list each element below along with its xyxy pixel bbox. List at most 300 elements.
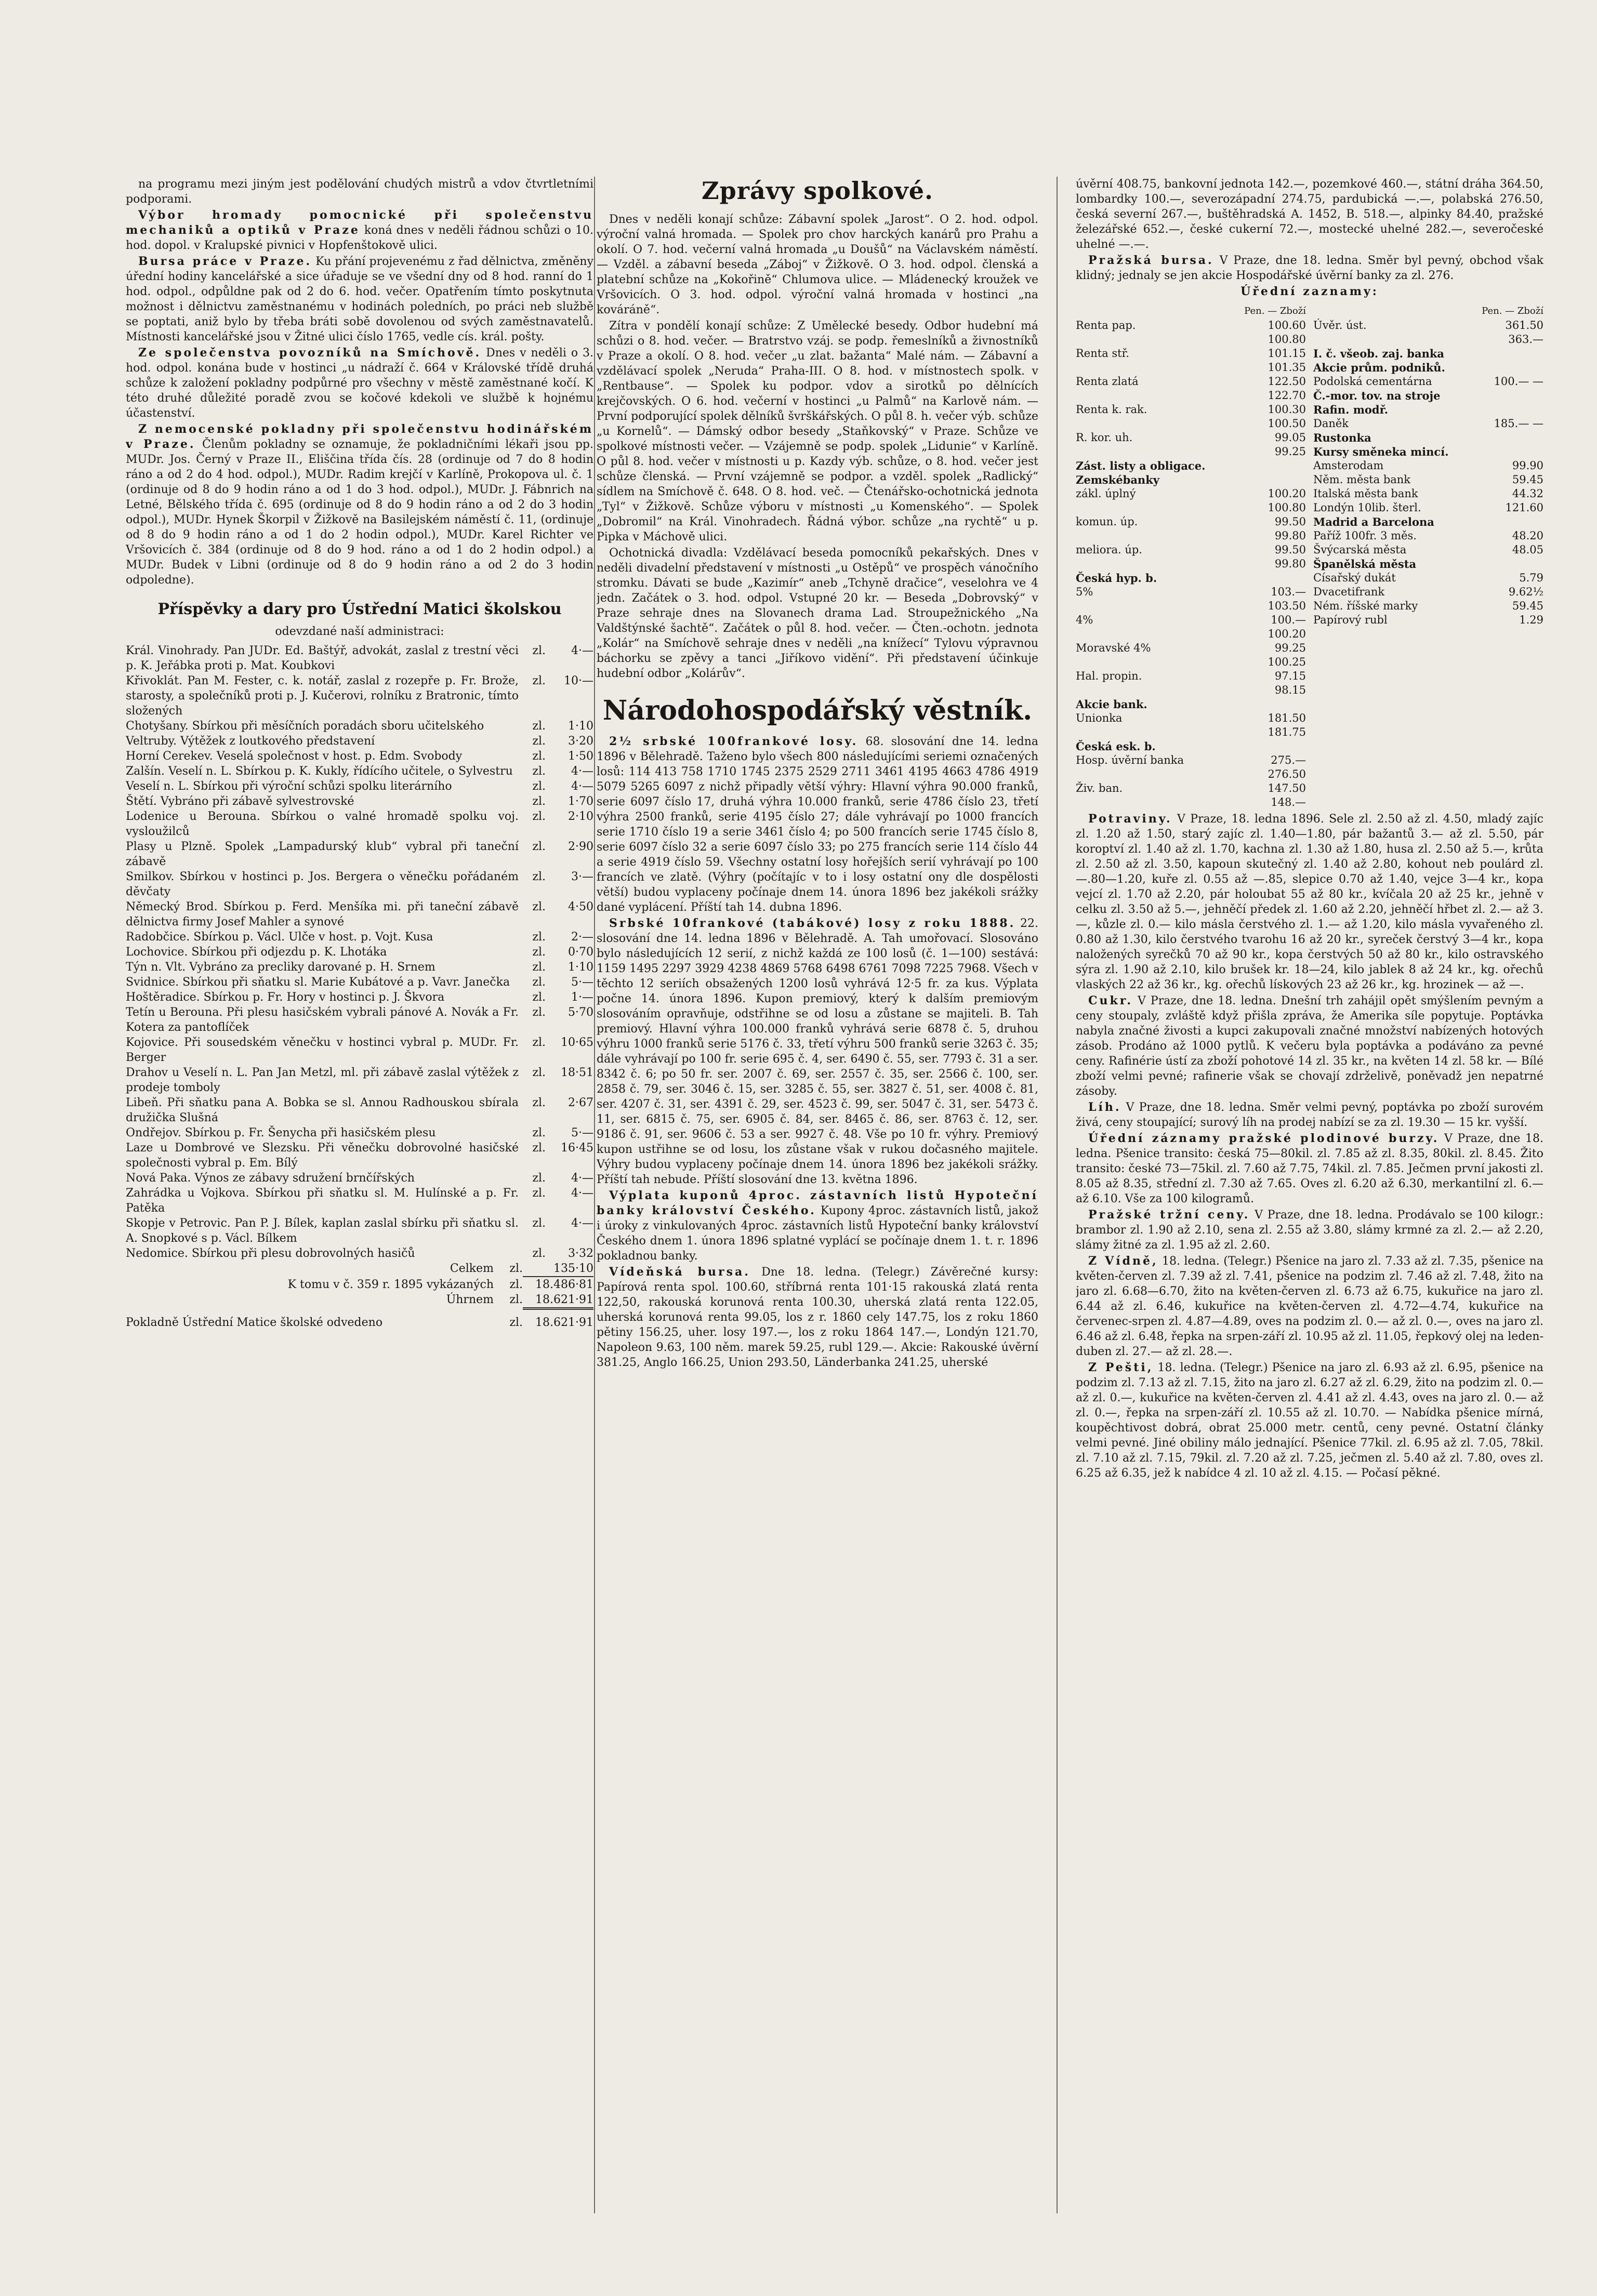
quote-name: 5% — [1076, 586, 1093, 598]
donation-text: Týn n. Vlt. Vybráno za precliky darované p. H. Srnem — [126, 961, 435, 974]
donation-row — [126, 1065, 593, 1095]
donation-amount: 18·51 — [561, 1066, 593, 1079]
quote-name: Dvacetifrank — [1313, 586, 1385, 598]
donation-text: Hoštěradice. Sbírkou p. Fr. Hory v hostinci p. J. Škvora — [126, 991, 445, 1004]
quote-name: Úvěr. úst. — [1313, 319, 1367, 331]
commodity-paragraph — [1076, 1131, 1543, 1206]
donation-text: Laze u Dombrové ve Slezsku. Při věnečku dobrovolné hasičské společnosti vybral p. Em. Bílý — [126, 1142, 519, 1170]
quote-value — [1492, 361, 1543, 375]
quote-value — [1492, 403, 1543, 417]
commodity-lead: Potraviny. — [1088, 812, 1172, 826]
donation-text: Drahov u Veselí n. L. Pan Jan Metzl, ml. při zábavě zaslal výtěžek z prodeje tomboly — [126, 1066, 519, 1094]
quote-value: 100.30 100.50 — [1268, 403, 1306, 430]
donation-amount: 4·— — [571, 765, 593, 778]
quote-name: Česká esk. b. — [1076, 740, 1156, 753]
total-label: Úhrnem — [446, 1293, 494, 1306]
quote-value: 59.45 — [1512, 473, 1543, 486]
donation-row — [126, 779, 593, 794]
economy-lead: 2½ srbské 100frankové losy. — [609, 735, 859, 748]
economy-paragraph — [597, 1188, 1038, 1264]
donation-row — [126, 809, 593, 839]
donation-currency: zl. — [532, 976, 546, 989]
quote-value — [1492, 347, 1543, 361]
donation-amount: 2·10 — [568, 810, 593, 823]
total-amount: 18.621·91 — [523, 1292, 593, 1310]
quote-name: Akcie bank. — [1076, 698, 1147, 711]
commodity-lead: Z Pešti, — [1088, 1361, 1154, 1374]
donation-amount: 4·50 — [568, 900, 593, 913]
notice-paragraph — [126, 208, 593, 253]
notices-list — [126, 208, 593, 588]
donation-currency: zl. — [532, 946, 546, 959]
club-news-title: Zprávy spolkové. — [701, 177, 934, 205]
quote-name: Italská města bank — [1313, 487, 1418, 500]
donation-currency: zl. — [532, 1126, 546, 1139]
quote-value — [1254, 459, 1306, 473]
quote-row — [1076, 697, 1306, 711]
donations-list — [126, 643, 593, 1261]
total-label: K tomu v č. 359 r. 1895 vykázaných — [287, 1278, 494, 1291]
quote-row — [1076, 781, 1306, 809]
donations-title: Příspěvky a dary pro Ústřední Matici školskou — [157, 600, 562, 618]
economy-paragraph — [597, 916, 1038, 1187]
donation-amount: 2·67 — [568, 1096, 593, 1109]
club-news-body — [597, 212, 1038, 681]
donation-text: Veltruby. Výtěžek z loutkového představení — [126, 735, 375, 748]
quote-row — [1313, 543, 1543, 557]
quote-row — [1313, 557, 1543, 571]
quote-name: Renta stř. — [1076, 347, 1130, 360]
donation-currency: zl. — [532, 644, 546, 657]
notice-paragraph — [126, 422, 593, 588]
quote-value: 5.79 — [1519, 572, 1543, 584]
quote-name: Daněk — [1313, 417, 1349, 430]
prague-bourse-paragraph — [1076, 253, 1543, 283]
donation-row — [126, 975, 593, 990]
quote-row — [1076, 543, 1306, 571]
donation-text: Chotyšany. Sbírkou při měsíčních poradách sboru učitelského — [126, 720, 484, 733]
donation-currency: zl. — [532, 931, 546, 944]
quote-value: 99.50 99.80 — [1274, 543, 1306, 570]
quote-value: 275.— 276.50 — [1268, 754, 1306, 780]
total-row — [126, 1277, 593, 1292]
commodity-lead: Úřední záznamy pražské plodinové burzy. — [1088, 1132, 1440, 1145]
commodity-paragraph — [1076, 1207, 1543, 1253]
commodity-text: V Praze, dne 18. ledna. Směr velmi pevný, poptávka po zboží surovém živá, ceny stoupající; surový líh na prodej nabízí se za zl. 19.30 — 15 kr. vyšší. — [1076, 1101, 1543, 1129]
donation-currency: zl. — [532, 810, 546, 823]
quote-name: Něm. města bank — [1313, 473, 1411, 486]
notice-text: Členům pokladny se oznamuje, že pokladničními lékaři jsou pp. MUDr. Jos. Černý v Praze II., Eliščina třída čís. 28 (ordinuje od 7 do 8 hodin ráno a od 2 do 4 hod. odpol.), MUDr. Radim krejčí v Karlíně, Prokopova ul. č. 1 (ordinuje od 8 do 9 hodin ráno a od 1 do 3 hod. odpol.), MUDr. J. Fábnrich na Letné, Bělského třída č. 695 (ordinuje od 8 do 9 hodin ráno a od 2 do 3 hodin odpol.), MUDr. Hynek Škorpil v Žižkově na Basilejském náměstí č. 11, (ordinuje od 8 do 9 hodin ráno a od 1 do 2 hodin odpol.), MUDr. Karel Richter ve Vršovicích č. 384 (ordinuje od 8 do 9 hod. ráno a od 1 do 2 hodin odpol.) a MUDr. Budek v Libni (ordinuje od 8 do 9 hodin ráno a od 2 do 3 hodin odpoledne). — [126, 438, 593, 587]
quote-value: 99.05 99.25 — [1274, 431, 1306, 458]
quote-name: Renta zlatá — [1076, 375, 1139, 388]
quote-row — [1076, 585, 1306, 613]
quote-row — [1313, 585, 1543, 599]
commodity-lead: Z Vídně, — [1088, 1254, 1158, 1268]
quote-row — [1313, 599, 1543, 613]
donation-amount: 10·— — [564, 674, 593, 687]
quote-value: 99.25 100.25 — [1268, 642, 1306, 668]
donation-amount: 5·70 — [568, 1006, 593, 1019]
quote-row — [1076, 487, 1306, 515]
donation-row — [126, 673, 593, 719]
donation-row — [126, 945, 593, 960]
quote-value: 9.62½ — [1508, 586, 1543, 598]
quote-value: 181.50 181.75 — [1268, 712, 1306, 738]
donation-currency: zl. — [532, 1036, 546, 1049]
quote-row — [1313, 501, 1543, 515]
quote-row — [1076, 739, 1306, 753]
donation-currency: zl. — [532, 795, 546, 808]
economy-paragraph — [597, 1265, 1038, 1370]
donation-amount: 1·70 — [568, 795, 593, 808]
quote-name: 4% — [1076, 614, 1093, 626]
quote-value — [1492, 389, 1543, 403]
donation-row — [126, 1125, 593, 1140]
donation-row — [126, 794, 593, 809]
quote-name: Česká hyp. b. — [1076, 572, 1157, 585]
donation-text: Křivoklát. Pan M. Fester, c. k. notář, zaslal z rozepře p. Fr. Brože, starosty, a společníků proti p. J. Kučerovi, rolníku z Bratronic, tímto složených — [126, 674, 519, 718]
donation-row — [126, 1035, 593, 1065]
donation-amount: 5·— — [571, 1126, 593, 1139]
donation-row — [126, 764, 593, 779]
donation-text: Lodenice u Berouna. Sbírkou o valné hromadě spolku voj. vysloužilců — [126, 810, 519, 838]
quote-name: meliora. úp. — [1076, 543, 1142, 556]
quote-name: Amsterodam — [1313, 459, 1384, 472]
quote-name: Rafin. modř. — [1313, 403, 1389, 416]
economy-paragraph — [597, 734, 1038, 915]
quote-name: Hosp. úvěrní banka — [1076, 754, 1184, 766]
donation-row — [126, 899, 593, 930]
quote-row — [1313, 529, 1543, 543]
quote-name: Ném. říšské marky — [1313, 600, 1418, 612]
quote-row — [1313, 389, 1543, 403]
donation-amount: 4·— — [571, 1187, 593, 1200]
economy-text: Dne 18. ledna. (Telegr.) Závěrečné kursy: Papírová renta spol. 100.60, stříbrná renta 101·15 rakouská zlatá renta 122,50, rakouská korunová renta 100.30, uherská zlatá renta 122.05, uherská korunová renta 99.05, los z r. 1860 cely 147.75, los z roku 1860 pětiny 156.25, uher. losy 197.—, los z roku 1864 147.—, Londýn 121.70, Napoleon 9.63, 100 něm. marek 59.25, rubl 129.—. Akcie: Rakouské úvěrní 381.25, Anglo 166.25, Union 293.50, Länderbanka 241.25, uherské — [597, 1266, 1038, 1369]
commodity-text: V Praze, dne 18. ledna. Pšenice transito: česká 75—80kil. zl. 7.85 až zl. 8.35, 80kil. zl. 8.45. Žito transito: české 73—75kil. zl. 7.60 až 7.75, 74kil. zl. 7.85. Ječmen první jakosti zl. 8.05 až 8.35, střední zl. 7.30 až 7.65. Oves zl. 6.20 až 6.30, merkantilní zl. 6.— až 6.10. Vše za 100 kilogramů. — [1076, 1132, 1543, 1205]
quote-name: Unionka — [1076, 712, 1123, 724]
donation-currency: zl. — [532, 1187, 546, 1200]
quote-value — [1492, 445, 1543, 459]
quote-row — [1313, 403, 1543, 417]
market-continued: úvěrní 408.75, bankovní jednota 142.—, pozemkové 460.—, státní dráha 364.50, lombardky 100.—, severozápadní 274.75, pardubická —.—, polabská 276.50, česká severní 267.—, buštěhradská A. 1452, B. 518.—, alpinky 84.40, pražské železářské 652.—, české cukerní 72.—, mostecké uhelné 282.—, severočeské uhelné —.—. — [1076, 178, 1543, 251]
donation-currency: zl. — [532, 1096, 546, 1109]
quote-row — [1076, 403, 1306, 431]
donation-row — [126, 1216, 593, 1246]
total-currency: zl. — [509, 1262, 523, 1275]
closing-currency: zl. — [509, 1316, 523, 1329]
middle-column — [597, 177, 1038, 2255]
economy-text: 22. slosování dne 14. ledna 1896 v Bělehradě. A. Tah umořovací. Slosováno bylo následujících 12 serií, z nichž každá ze 100 losů (č. 1—100) sestává: 1159 1495 2297 3929 4238 4869 5768 6498 6761 7098 7225 7968. Všech v těchto 12 seriích obsažených 1200 losů vyhrává 12·5 fr. za kus. Výplata počne 14. února 1896. Kupon premiový, který k dalším premiovým slosováním opravňuje, odstřihne se od losu a zůstane se majiteli. B. Tah premiový. Hlavní výhra 100.000 franků vyhrává serie 6878 č. 5, druhou výhru 1000 franků serie 5176 č. 33, třetí výhru 500 franků serie 3263 č. 35; dále vyhrávají po 100 fr. serie 695 č. 4, ser. 6490 č. 55, ser. 7793 č. 31 a ser. 8342 č. 6; po 50 fr. ser. 2007 č. 69, ser. 2557 č. 35, ser. 2566 č. 100, ser. 2858 č. 79, ser. 3046 č. 15, ser. 3285 č. 55, ser. 3827 č. 51, ser. 4008 č. 81, ser. 4207 č. 31, ser. 4391 č. 29, ser. 4523 č. 99, ser. 5047 č. 31, ser. 5473 č. 11, ser. 6815 č. 75, ser. 6905 č. 84, ser. 8465 č. 86, ser. 8763 č. 12, ser. 9186 č. 91, ser. 9606 č. 53 a ser. 9927 č. 48. Vše po 10 fr. výhry. Premiový kupon ustřihne se od losu, los zůstane však v rukou dočasného majitele. Výhry budou vyplaceny počínaje dnem 14. února 1896 bez jakékoli srážky. Příští tah nebude. Příští slosování dne 13. května 1896. — [597, 917, 1038, 1186]
donation-row — [126, 1246, 593, 1261]
quotes-right-rows — [1313, 318, 1543, 627]
quote-value — [1254, 739, 1306, 753]
quotes-right — [1313, 303, 1543, 809]
notice-paragraph — [126, 346, 593, 421]
club-news-paragraph: Ochotnická divadla: Vzdělávací beseda pomocníků pekařských. Dnes v neděli divadelní představení v místnosti „u Ostěpů“ ve prospěch vánočního stromku. Dávati se bude „Kazimír“ aneb „Tchyně dračice“, veselohra ve 4 jedn. Začátek o 3. hod. odpol. Vstupné 20 kr. — Beseda „Dobrovský“ v Praze sehraje dnes na Slovanech drama Lad. Stroupežnického „Na Valdštýnské šachtě“. Začátek o půl 8. hod. večer. — Čten.-ochotn. jednota „Kolár“ na Smíchově sehraje dnes v neděli „na knížecí“ Tylovu výpravnou báchorku se zpěvy a tanci „Jiříkovo vidění“. Při představení účinkuje hudební odbor „Kolárův“. — [597, 547, 1038, 680]
total-row — [126, 1292, 593, 1310]
donation-text: Zalšín. Veselí n. L. Sbírkou p. K. Kukly, řídícího učitele, o Sylvestru — [126, 765, 513, 778]
quote-row — [1076, 711, 1306, 739]
donation-currency: zl. — [532, 674, 546, 687]
quote-value: 121.60 — [1505, 501, 1543, 514]
total-label: Celkem — [450, 1262, 494, 1275]
quote-name: Rustonka — [1313, 431, 1371, 444]
donation-currency: zl. — [532, 1006, 546, 1019]
donation-row — [126, 960, 593, 975]
quote-name: Renta pap. — [1076, 319, 1136, 331]
club-news-paragraph: Dnes v neděli konají schůze: Zábavní spolek „Jarost“. O 2. hod. odpol. výroční valná hromada. — Spolek pro chov harckých kanárů pro Prahu a okolí. O 7. hod. večerní valná hromada „u Doušů“ na Václavském náměstí. — Vzděl. a zábavní beseda „Záboj“ v Žižkově. O 3. hod. odpol. členská a platební schůze na „Kokořině“ Chlumova ulice. — Mládenecký kroužek ve Vršovicích. O 3. hod. odpol. výroční valná hromada v hostinci „na kováráně“. — [597, 213, 1038, 316]
quote-row — [1313, 347, 1543, 361]
quote-name: Zemskébanky — [1076, 473, 1159, 486]
quote-row — [1313, 571, 1543, 585]
quote-value: 100.20 100.80 — [1268, 487, 1306, 514]
quote-name: Císařský dukát — [1313, 572, 1396, 584]
quote-value — [1254, 571, 1306, 585]
quote-name: Papírový rubl — [1313, 614, 1388, 626]
commodity-text: 18. ledna. (Telegr.) Pšenice na jaro zl. 7.33 až zl. 7.35, pšenice na květen-červen zl. 7.39 až zl. 7.41, pšenice na podzim zl. 7.46 až zl. 7.48, žito na jaro zl. 6.68—6.70, žito na květen-červen zl. 6.73 až 6.75, kukuřice na jaro zl. 6.44 až zl. 6.46, kukuřice na květen-červen zl. 4.72—4.74, kukuřice na červenec-srpen zl. 4.87—4.89, oves na podzim zl. 0.— až zl. 0.—, oves na jaro zl. 6.46 až zl. 6.48, řepka na srpen-září zl. 10.95 až zl. 11.05, řepkový olej na leden-duben zl. 27.— až zl. 28.—. — [1076, 1255, 1543, 1358]
commodity-lead: Cukr. — [1088, 994, 1133, 1007]
donation-currency: zl. — [532, 991, 546, 1004]
quote-row — [1313, 431, 1543, 445]
donation-text: Zahrádka u Vojkova. Sbírkou při sňatku sl. M. Hulínské a p. Fr. Patěka — [126, 1187, 519, 1215]
donation-amount: 4·— — [571, 1172, 593, 1185]
donation-text: Svidnice. Sbírkou při sňatku sl. Marie Kubátové a p. Vavr. Janečka — [126, 976, 510, 989]
donation-text: Plasy u Plzně. Spolek „Lampadurský klub“ vybral při taneční zábavě — [126, 840, 519, 868]
donation-currency: zl. — [532, 1066, 546, 1079]
donation-text: Smilkov. Sbírkou v hostinci p. Jos. Bergera o věnečku pořádaném děvčaty — [126, 870, 519, 898]
commodity-paragraph — [1076, 1100, 1543, 1130]
quote-row — [1313, 318, 1543, 347]
quote-row — [1076, 347, 1306, 375]
quote-name: Podolská cementárna — [1313, 375, 1432, 388]
quote-name: Č.-mor. tov. na stroje — [1313, 389, 1441, 402]
donation-row — [126, 1140, 593, 1171]
donation-row — [126, 1171, 593, 1186]
donation-currency: zl. — [532, 1217, 546, 1230]
donation-row — [126, 990, 593, 1005]
quote-value — [1492, 431, 1543, 445]
donation-amount: 0·70 — [568, 946, 593, 959]
total-row — [126, 1261, 593, 1277]
quote-row — [1076, 571, 1306, 585]
notice-text: Dnes v neděli o 3. hod. odpol. konána bude v hostinci „u nádraží č. 664 v Královské třídě druhá schůze k založení pokladny podpůrné pro všechny v městě zaměstnané kočí. K této druhé důležité poradě zvou se kočové kdekoli ve službě k hojnému účastenství. — [126, 347, 593, 420]
donation-currency: zl. — [532, 961, 546, 974]
quote-value: 101.15 101.35 — [1268, 347, 1306, 374]
donation-row — [126, 1095, 593, 1125]
quote-name: Moravské 4% — [1076, 642, 1151, 654]
commodity-paragraph — [1076, 1254, 1543, 1359]
quote-name: zákl. úplný — [1076, 487, 1136, 500]
donation-currency: zl. — [532, 720, 546, 733]
donation-text: Veselí n. L. Sbírkou při výroční schůzi spolku literárního — [126, 780, 452, 793]
quote-value: 100.— 100.20 — [1268, 614, 1306, 640]
donation-currency: zl. — [532, 1247, 546, 1260]
quote-row — [1076, 641, 1306, 669]
prague-bourse-text: V Praze, dne 18. ledna. Směr byl pevný, obchod však klidný; jednaly se jen akcie Hospodářské úvěrní banky za zl. 276. — [1076, 254, 1543, 282]
donation-amount: 5·— — [571, 976, 593, 989]
quote-row — [1076, 669, 1306, 697]
quote-name: Španělská města — [1313, 558, 1417, 570]
quote-row — [1076, 515, 1306, 543]
donation-currency: zl. — [532, 840, 546, 853]
quotes-left-rows — [1076, 318, 1306, 809]
quote-value: 48.20 — [1512, 529, 1543, 542]
donation-currency: zl. — [532, 900, 546, 913]
economy-text: 68. slosování dne 14. ledna 1896 v Bělehradě. Taženo bylo všech 800 následujícími seriemi označených losů: 114 413 758 1710 1745 2375 2529 2711 3461 4195 4663 4786 4919 5079 5265 6097 z nichž připadly větší výhry: Hlavní výhra 90.000 franků, serie 6097 číslo 17, druhá výhra 10.000 franků, serie 4786 číslo 23, třetí výhra 2500 franků, serie 4195 číslo 27; dále vyhrávají po 1000 francích serie 1710 číslo 19 a serie 3461 číslo 4; po 500 francích serie 1745 číslo 8, serie 6097 číslo 32 a serie 6097 číslo 33; po 275 francích serie 114 číslo 44 a serie 4919 číslo 59. Všechny ostatní losy hořejších serií vyhrávají po 100 francích ve zlatě. (Výhry (počítajíc v to i losy ostatní ony dle dospělosti větší) budou vyplaceny počínaje dnem 14. února 1896 bez jakékoli srážky dané vyplácení. Příští tah 14. dubna 1896. — [597, 735, 1038, 914]
quote-name: Londýn 10lib. šterl. — [1313, 501, 1421, 514]
donation-amount: 4·— — [571, 1217, 593, 1230]
quote-name: Hal. propin. — [1076, 670, 1142, 682]
commodity-paragraph — [1076, 1360, 1543, 1481]
economy-lead: Výplata kuponů 4proc. zástavních listů Hypoteční banky království Českého. — [597, 1189, 1038, 1217]
closing-label: Pokladně Ústřední Matice školské odvedeno — [126, 1316, 383, 1329]
quote-value: 99.90 — [1512, 459, 1543, 472]
intro-paragraph: na programu mezi jiným jest podělování chudých mistrů a vdov čtvrtletními podporami. — [126, 178, 593, 206]
column-rule — [1057, 177, 1058, 2213]
donation-currency: zl. — [532, 780, 546, 793]
quote-value: 100.— — — [1494, 375, 1543, 388]
quotes-left — [1076, 303, 1306, 809]
quote-name: Madrid a Barcelona — [1313, 515, 1434, 528]
quote-value: 361.50 363.— — [1505, 319, 1543, 346]
notice-paragraph — [126, 254, 593, 344]
quote-row — [1313, 361, 1543, 375]
left-column — [126, 177, 593, 2255]
quote-value: 147.50 148.— — [1268, 782, 1306, 808]
commodity-text: V Praze, dne 18. ledna. Dnešní trh zahájil opět smýšlením pevným a ceny stoupaly, zvláště když přišla zpráva, že Amerika síle popytuje. Poptávka nabyla značné živosti a kupci zakupovali značné množství nabízených hotových zásob. Prodáno až 1000 pytlů. K večeru byla poptávka a podáváno za pevné ceny. Rafinérie ústí za zboží pohotové 14 zl. 35 kr., na květen 14 zl. 58 kr. — Bílé zboží velmi pevné; rafinerie však se chovají zdrželivě, poněvadž jen nepatrné zásoby. — [1076, 994, 1543, 1098]
quote-name: Švýcarská města — [1313, 543, 1407, 556]
club-news-paragraph: Zítra v pondělí konají schůze: Z Umělecké besedy. Odbor hudební má schůzi o 8. hod. večer. — Bratrstvo vzáj. se podp. řemeslníků a živnostníků v Praze a okolí. O 8. hod. večer „u zlat. bažanta“ Malé nám. — Zábavní a vzdělávací spolek „Neruda“ Praha-III. O 8. hod. v místnostech spolk. v „Rentbause“. — Spolek ku podpor. vdov a sirotků po dělnících krejčovských. O 6. hod. večerní v hostinci „u Palmů“ na Karlově nám. — První podporující spolek dělníků švrškářských. O půl 8. h. večer výb. schůze „u Kornelů“. — Dámský odbor besedy „Staňkovský“ v Praze. Schůze ve spolkové místnosti večer. — Vzájemně se podp. spolek „Lidunie“ v Karlíně. O půl 8. hod. večer v místnosti u p. Kazdy výb. schůze, o 8. hod. večer jest schůze členská. — První vzájemně se podpor. a vzděl. spolek „Radlický“ sídlem na Smíchově č. 648. O 8. hod. več. — Čtenářsko-ochotnická jednota „Tyl“ v Žižkově. Schůze výboru v místnosti „u Komenského“. — Spolek „Dobromil“ na Král. Vinohradech. Řádná výbor. schůze „na rychtě“ u p. Pipka v Máchově ulici. — [597, 320, 1038, 543]
closing-line — [126, 1315, 593, 1330]
notice-lead: Výbor hromady pomocnické při společenstvu mechaniků a optiků v Praze — [126, 208, 593, 237]
quote-value: 99.50 99.80 — [1274, 515, 1306, 542]
donation-amount: 1·10 — [568, 961, 593, 974]
commodity-lead: Pražské tržní ceny. — [1088, 1208, 1250, 1222]
commodity-paragraph — [1076, 993, 1543, 1099]
quotes-header: Pen. — Zboží — [1244, 306, 1306, 316]
donation-currency: zl. — [532, 735, 546, 748]
quote-value: 48.05 — [1512, 543, 1543, 556]
quote-value: 97.15 98.15 — [1274, 670, 1306, 696]
donation-text: Lochovice. Sbírkou při odjezdu p. K. Lhotáka — [126, 946, 387, 959]
quote-name: Kursy směneka mincí. — [1313, 445, 1449, 458]
total-amount: 18.486·81 — [535, 1278, 593, 1291]
commodity-paragraph — [1076, 812, 1543, 992]
notice-text: Ku přání projevenému z řad dělnictva, změněny úřední hodiny kancelářské a sice úřaduje se ve všední dny od 8 hod. ranní do 1 hod. odpol., odpůldne pak od 2 do 6. hod. večer. Opatřením tímto poskytnuta možnost i dělnictvu zaměstnanému v hodinách poledních, po práci neb službě se poptati, aniž bylo by třeba bráti sobě dovolenou od svých zaměstnavatelů. Místnosti kancelářské jsou v Žitné ulici číslo 1765, vedle cís. král. pošty. — [126, 255, 593, 343]
donation-row — [126, 1186, 593, 1216]
donation-currency: zl. — [532, 765, 546, 778]
quote-name: Akcie prům. podniků. — [1313, 361, 1445, 374]
quote-row — [1076, 431, 1306, 459]
donation-row — [126, 749, 593, 764]
quote-value: 44.32 — [1512, 487, 1543, 500]
commodity-lead: Líh. — [1088, 1100, 1121, 1114]
donation-text: Nedomice. Sbírkou při plesu dobrovolných hasičů — [126, 1247, 415, 1260]
quote-name: komun. úp. — [1076, 515, 1138, 528]
notice-lead: Ze společenstva povozníků na Smíchově. — [138, 346, 482, 360]
donation-text: Skopje v Petrovic. Pan P. J. Bílek, kaplan zaslal sbírku při sňatku sl. A. Snopkové s p. Václ. Bílkem — [126, 1217, 519, 1245]
donation-currency: zl. — [532, 870, 546, 883]
donation-amount: 10·65 — [561, 1036, 593, 1049]
quote-row — [1076, 613, 1306, 641]
total-currency: zl. — [509, 1293, 523, 1306]
quotes-title: Úřední zaznamy: — [1240, 285, 1379, 298]
donation-amount: 3·— — [571, 870, 593, 883]
quote-value: 122.50 122.70 — [1268, 375, 1306, 402]
commodity-text: 18. ledna. (Telegr.) Pšenice na jaro zl. 6.93 až zl. 6.95, pšenice na podzim zl. 7.13 až zl. 7.15, žito na jaro zl. 6.27 až zl. 6.29, žito na podzim zl. 0.— až zl. 0.—, kukuřice na květen-červen zl. 4.41 až zl. 4.43, oves na jaro zl. 0.— až zl. 0.—, řepka na srpen-září zl. 10.55 až zl. 10.70. — Nabídka pšenice mírná, koupěchtivost dobrá, obrat 25.000 metr. centů, ceny pevné. Ostatní články velmi pevné. Jiné obiliny málo jednající. Pšenice 77kil. zl. 6.95 až zl. 7.05, 78kil. zl. 7.10 až zl. 7.15, 79kil. zl. 7.20 až zl. 7.25, ječmen zl. 5.40 až zl. 7.80, oves zl. 6.25 až 6.35, jež k nabídce 4 zl. 10 až zl. 4.15. — Počasí pěkné. — [1076, 1361, 1543, 1480]
donation-amount: 4·— — [571, 644, 593, 657]
quote-name: Renta k. rak. — [1076, 403, 1147, 416]
donation-text: Štětí. Vybráno při zábavě sylvestrovské — [126, 795, 354, 808]
total-currency: zl. — [509, 1278, 523, 1291]
quote-row — [1313, 473, 1543, 487]
quotes-table — [1076, 303, 1543, 809]
economy-body — [597, 734, 1038, 1370]
quote-value — [1492, 515, 1543, 529]
quote-value — [1254, 473, 1306, 487]
donation-row — [126, 930, 593, 945]
quote-row — [1313, 515, 1543, 529]
closing-amount: 18.621·91 — [535, 1316, 593, 1329]
donation-currency: zl. — [532, 1172, 546, 1185]
donation-amount: 4·— — [571, 780, 593, 793]
notice-lead: Bursa práce v Praze. — [138, 255, 312, 268]
quote-row — [1313, 487, 1543, 501]
donation-text: Libeň. Při sňatku pana A. Bobka se sl. Annou Radhouskou sbírala družička Slušná — [126, 1096, 519, 1124]
donation-amount: 16·45 — [561, 1142, 593, 1154]
donation-text: Tetín u Berouna. Při plesu hasičském vybrali pánové A. Novák a Fr. Kotera za pantoflíček — [126, 1006, 519, 1034]
commodity-text: V Praze, dne 18. ledna. Prodávalo se 100 kilogr.: brambor zl. 1.90 až 2.10, sena zl. 2.55 až 3.80, slámy krmné za zl. 2.— až 2.20, slámy žitné za zl. 1.95 až zl. 2.60. — [1076, 1209, 1543, 1252]
donation-currency: zl. — [532, 1142, 546, 1154]
quote-name: R. kor. uh. — [1076, 431, 1133, 444]
donation-text: Král. Vinohrady. Pan JUDr. Ed. Baštýř, advokát, zaslal z trestní věci p. K. Jeřábka proti p. Mat. Koubkovi — [126, 644, 519, 672]
donations-subtitle: odevzdané naší administraci: — [275, 625, 444, 638]
quote-row — [1076, 473, 1306, 487]
donation-amount: 1·— — [571, 991, 593, 1004]
quote-value: 185.— — — [1494, 417, 1543, 430]
donation-amount: 1·10 — [568, 720, 593, 733]
donation-row — [126, 643, 593, 673]
donation-row — [126, 869, 593, 899]
economy-lead: Srbské 10frankové (tabákové) losy z roku 1888. — [609, 917, 1016, 930]
quote-value: 103.— 103.50 — [1268, 586, 1306, 612]
donation-amount: 2·90 — [568, 840, 593, 853]
donation-amount: 3·20 — [568, 735, 593, 748]
donations-totals — [126, 1261, 593, 1310]
quote-value: 100.60 100.80 — [1268, 319, 1306, 346]
quote-name: Živ. ban. — [1076, 782, 1123, 794]
quote-row — [1313, 445, 1543, 459]
quote-value — [1254, 697, 1306, 711]
quote-value: 59.45 — [1512, 600, 1543, 612]
donation-text: Německý Brod. Sbírkou p. Ferd. Menšíka mi. při taneční zábavě dělnictva firmy Josef Mahler a synové — [126, 900, 519, 928]
quote-row — [1076, 753, 1306, 781]
quotes-header: Pen. — Zboží — [1482, 306, 1543, 316]
quote-row — [1313, 613, 1543, 627]
commodity-text: V Praze, 18. ledna 1896. Sele zl. 2.50 až zl. 4.50, mladý zajíc zl. 1.20 až 1.50, starý zajíc zl. 1.40—1.80, pár bažantů 3.— až zl. 5.50, pár koroptví zl. 1.40 až zl. 1.70, kachna zl. 1.30 až 1.80, husa zl. 2.50 až 5.—, krůta zl. 2.50 až zl. 3.50, kapoun skutečný zl. 1.40 až 2.80, kohout neb poulárd zl. —.80—1.20, kuře zl. 0.55 až —.85, slepice 0.70 až 1.40, vejce 3—4 kr., kopa vejcí zl. 1.70 až 2.20, pár holoubat 55 až 80 kr., kvíčala 20 až 25 kr., jehně v celku zl. 3.50 až 5.—, jehněčí předek zl. 1.60 až 2.20, jehněčí hřbet zl. 2.— až 3.—, kůzle zl. 0.— kilo másla čerstvého zl. 1.— až 1.20, kilo másla vyvařeného zl. 0.80 až 1.30, kilo čerstvého tvarohu 16 až 20 kr., syreček čerstvý 3—4 kr., kopa naložených syrečků 70 až 90 kr., kopa čerstvých 50 až 80 kr., kilo ostravského sýra zl. 1.90 až 2.10, kilo brušek kr. 18—24, kilo jablek 8 až 24 kr., kg. ořechů vlaských 22 až 36 kr., kg. ořechů lískových 23 až 26 kr., kg. hrozinek — až —. — [1076, 813, 1543, 991]
donation-text: Horní Cerekev. Veselá společnost v host. p. Edm. Svobody — [126, 750, 463, 763]
donation-text: Radobčice. Sbírkou p. Václ. Ulče v host. p. Vojt. Kusa — [126, 931, 433, 944]
quote-row — [1076, 375, 1306, 403]
donation-row — [126, 1005, 593, 1035]
right-column — [1076, 177, 1543, 2255]
economy-lead: Vídeňská bursa. — [609, 1265, 750, 1279]
donation-amount: 3·32 — [568, 1247, 593, 1260]
notice-text: koná dnes v neděli řádnou schůzi o 10. hod. dopol. v Kralupské pivnici v Hopfenštokově ulici. — [126, 224, 593, 252]
quote-row — [1313, 459, 1543, 473]
prague-bourse-lead: Pražská bursa. — [1088, 254, 1214, 267]
notice-lead: Z nemocenské pokladny při společenstvu hodinářském v Praze. — [126, 422, 593, 451]
